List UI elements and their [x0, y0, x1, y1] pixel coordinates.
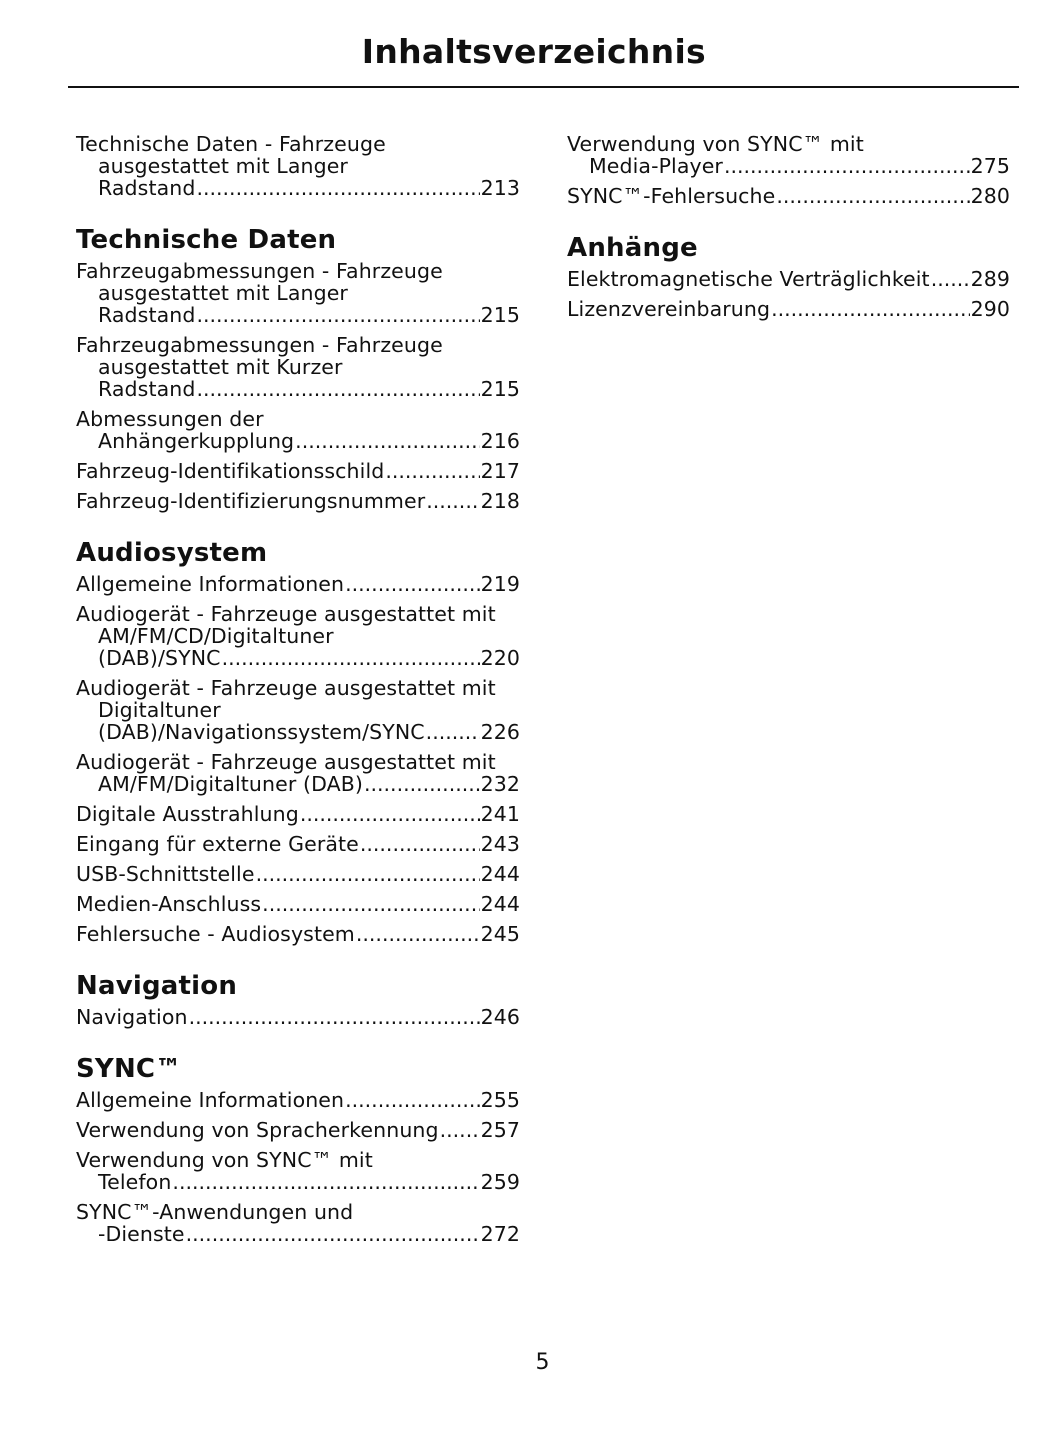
toc-entry-line — [76, 1149, 520, 1171]
toc-page-number: 255 — [480, 1088, 520, 1112]
dot-leader — [771, 298, 969, 320]
toc-entry[interactable] — [76, 893, 520, 915]
toc-entry-text: SYNC™-Fehlersuche — [567, 184, 776, 208]
toc-entry-line — [567, 268, 1010, 290]
toc-entry-text: Radstand — [98, 377, 196, 401]
toc-entry[interactable] — [76, 1201, 520, 1245]
toc-entry-text: Lizenzvereinbarung — [567, 297, 771, 321]
toc-entry[interactable] — [76, 573, 520, 595]
section-heading: Technische Daten — [76, 225, 337, 255]
toc-page-number: 244 — [480, 892, 520, 916]
section-heading: Navigation — [76, 971, 238, 1001]
toc-entry-line — [76, 721, 520, 743]
toc-entry-text: ausgestattet mit Langer — [98, 154, 348, 178]
toc-right-column — [567, 133, 1010, 345]
toc-entry-text: Eingang für externe Geräte — [76, 832, 359, 856]
toc-page-number: 215 — [480, 303, 520, 327]
toc-entry[interactable] — [76, 260, 520, 326]
toc-entry-line — [76, 1006, 520, 1028]
toc-entry-text: Technische Daten - Fahrzeuge — [76, 132, 386, 156]
toc-entry-line — [567, 133, 1010, 155]
dot-leader — [360, 833, 480, 855]
toc-section — [76, 224, 520, 512]
toc-entry-text: Allgemeine Informationen — [76, 572, 345, 596]
toc-entry-text: Verwendung von Spracherkennung — [76, 1118, 439, 1142]
toc-entry-text: Fahrzeug-Identifikationsschild — [76, 459, 385, 483]
dot-leader — [295, 430, 479, 452]
toc-page-number: 226 — [480, 720, 520, 744]
toc-page-number: 219 — [480, 572, 520, 596]
toc-page-number: 241 — [480, 802, 520, 826]
toc-entry[interactable] — [76, 133, 520, 199]
toc-entry-line — [76, 573, 520, 595]
toc-entry-line — [76, 603, 520, 625]
title-divider — [68, 86, 1019, 88]
dot-leader — [440, 1119, 480, 1141]
toc-entry-line — [76, 177, 520, 199]
toc-entry-text: ausgestattet mit Kurzer — [98, 355, 343, 379]
toc-page-number: 213 — [480, 176, 520, 200]
toc-entry-line — [76, 1201, 520, 1223]
toc-page-number: 280 — [970, 184, 1010, 208]
page-number: 5 — [535, 1350, 550, 1375]
toc-entry-text: Medien-Anschluss — [76, 892, 262, 916]
dot-leader — [189, 1006, 480, 1028]
toc-entry-text: Fahrzeug-Identifizierungsnummer — [76, 489, 426, 513]
toc-entry-line — [76, 133, 520, 155]
toc-entry-text: Navigation — [76, 1005, 188, 1029]
toc-page-number: 218 — [480, 489, 520, 513]
dot-leader — [300, 803, 480, 825]
toc-page-number: 259 — [480, 1170, 520, 1194]
toc-entry[interactable] — [567, 185, 1010, 207]
toc-page-number: 275 — [970, 154, 1010, 178]
toc-entry[interactable] — [76, 1149, 520, 1193]
dot-leader — [385, 460, 479, 482]
toc-entry[interactable] — [76, 833, 520, 855]
toc-page-number: 243 — [480, 832, 520, 856]
toc-entry-line — [76, 1089, 520, 1111]
section-heading: SYNC™ — [76, 1054, 182, 1084]
toc-entry-line — [76, 304, 520, 326]
dot-leader — [262, 893, 479, 915]
toc-entry[interactable] — [76, 334, 520, 400]
toc-entry-line — [76, 282, 520, 304]
toc-entry[interactable] — [76, 408, 520, 452]
toc-entry-line — [567, 185, 1010, 207]
toc-entry[interactable] — [76, 751, 520, 795]
toc-entry[interactable] — [76, 460, 520, 482]
toc-section — [76, 1053, 520, 1245]
toc-entry-text: (DAB)/SYNC — [98, 646, 221, 670]
toc-section — [567, 232, 1010, 320]
toc-entry[interactable] — [76, 1006, 520, 1028]
toc-entry-line — [76, 625, 520, 647]
toc-entry-text: Audiogerät - Fahrzeuge ausgestattet mit — [76, 750, 496, 774]
toc-section — [76, 133, 520, 199]
section-heading: Audiosystem — [76, 538, 268, 568]
toc-entry-text: -Dienste — [98, 1222, 185, 1246]
dot-leader — [186, 1223, 480, 1245]
toc-entry-line — [76, 1223, 520, 1245]
toc-entry-text: ausgestattet mit Langer — [98, 281, 348, 305]
toc-entry-line — [76, 803, 520, 825]
dot-leader — [426, 721, 480, 743]
toc-page-number: 290 — [970, 297, 1010, 321]
toc-entry[interactable] — [76, 1089, 520, 1111]
toc-entry-text: Radstand — [98, 303, 196, 327]
toc-entry[interactable] — [567, 133, 1010, 177]
toc-entry-line — [76, 334, 520, 356]
dot-leader — [256, 863, 480, 885]
toc-entry-text: Verwendung von SYNC™ mit — [567, 132, 864, 156]
toc-page-number: 289 — [970, 267, 1010, 291]
toc-entry-text: Digitale Ausstrahlung — [76, 802, 299, 826]
dot-leader — [345, 573, 479, 595]
toc-section — [76, 537, 520, 945]
toc-entry[interactable] — [76, 603, 520, 669]
toc-entry-text: Radstand — [98, 176, 196, 200]
toc-entry-text: Anhängerkupplung — [98, 429, 295, 453]
dot-leader — [345, 1089, 479, 1111]
toc-entry-line — [76, 923, 520, 945]
toc-section — [76, 970, 520, 1028]
page-title: Inhaltsverzeichnis — [361, 32, 706, 71]
toc-page-number: 217 — [480, 459, 520, 483]
toc-entry-line — [76, 1171, 520, 1193]
toc-entry-line — [76, 155, 520, 177]
dot-leader — [356, 923, 480, 945]
toc-entry-text: Fahrzeugabmessungen - Fahrzeuge — [76, 333, 443, 357]
toc-entry-line — [76, 378, 520, 400]
toc-left-column — [76, 133, 520, 1270]
section-heading: Anhänge — [567, 233, 698, 263]
toc-page-number: 245 — [480, 922, 520, 946]
toc-entry[interactable] — [76, 803, 520, 825]
toc-entry-line — [76, 699, 520, 721]
dot-leader — [724, 155, 970, 177]
toc-entry-line — [76, 863, 520, 885]
toc-entry-line — [76, 430, 520, 452]
toc-entry-line — [76, 833, 520, 855]
toc-page-number: 216 — [480, 429, 520, 453]
toc-entry-line — [76, 490, 520, 512]
toc-entry-text: Verwendung von SYNC™ mit — [76, 1148, 373, 1172]
toc-entry[interactable] — [567, 298, 1010, 320]
toc-entry-line — [76, 751, 520, 773]
toc-entry[interactable] — [76, 1119, 520, 1141]
toc-entry-line — [76, 460, 520, 482]
dot-leader — [222, 647, 480, 669]
toc-page-number: 232 — [480, 772, 520, 796]
toc-entry-text: Fahrzeugabmessungen - Fahrzeuge — [76, 259, 443, 283]
dot-leader — [931, 268, 970, 290]
toc-entry-text: Fehlersuche - Audiosystem — [76, 922, 355, 946]
toc-entry[interactable] — [76, 490, 520, 512]
toc-entry-text: USB-Schnittstelle — [76, 862, 255, 886]
toc-entry-line — [76, 260, 520, 282]
toc-entry[interactable] — [76, 863, 520, 885]
toc-section — [567, 133, 1010, 207]
toc-entry-text: Audiogerät - Fahrzeuge ausgestattet mit — [76, 602, 496, 626]
toc-entry-line — [76, 356, 520, 378]
toc-page-number: 257 — [480, 1118, 520, 1142]
toc-entry-text: Elektromagnetische Verträglichkeit — [567, 267, 930, 291]
dot-leader — [172, 1171, 479, 1193]
toc-entry[interactable] — [76, 923, 520, 945]
toc-page-number: 272 — [480, 1222, 520, 1246]
toc-entry-text: Abmessungen der — [76, 407, 264, 431]
toc-entry-text: Digitaltuner — [98, 698, 221, 722]
toc-page-number: 244 — [480, 862, 520, 886]
toc-entry-line — [76, 773, 520, 795]
dot-leader — [196, 304, 479, 326]
toc-entry-line — [76, 647, 520, 669]
toc-entry-text: SYNC™-Anwendungen und — [76, 1200, 354, 1224]
toc-entry-line — [567, 155, 1010, 177]
toc-entry[interactable] — [76, 677, 520, 743]
toc-entry-text: Media-Player — [589, 154, 723, 178]
dot-leader — [776, 185, 969, 207]
toc-page-number: 220 — [480, 646, 520, 670]
toc-entry[interactable] — [567, 268, 1010, 290]
toc-entry-text: AM/FM/CD/Digitaltuner — [98, 624, 334, 648]
toc-entry-line — [76, 677, 520, 699]
toc-entry-line — [76, 1119, 520, 1141]
dot-leader — [364, 773, 480, 795]
toc-page-number: 246 — [480, 1005, 520, 1029]
toc-entry-text: Allgemeine Informationen — [76, 1088, 345, 1112]
toc-entry-line — [76, 408, 520, 430]
toc-entry-text: Audiogerät - Fahrzeuge ausgestattet mit — [76, 676, 496, 700]
dot-leader — [196, 378, 479, 400]
toc-page-number: 215 — [480, 377, 520, 401]
dot-leader — [196, 177, 479, 199]
toc-entry-text: AM/FM/Digitaltuner (DAB) — [98, 772, 363, 796]
toc-entry-text: Telefon — [98, 1170, 172, 1194]
dot-leader — [426, 490, 479, 512]
toc-entry-line — [567, 298, 1010, 320]
toc-entry-text: (DAB)/Navigationssystem/SYNC — [98, 720, 425, 744]
toc-entry-line — [76, 893, 520, 915]
